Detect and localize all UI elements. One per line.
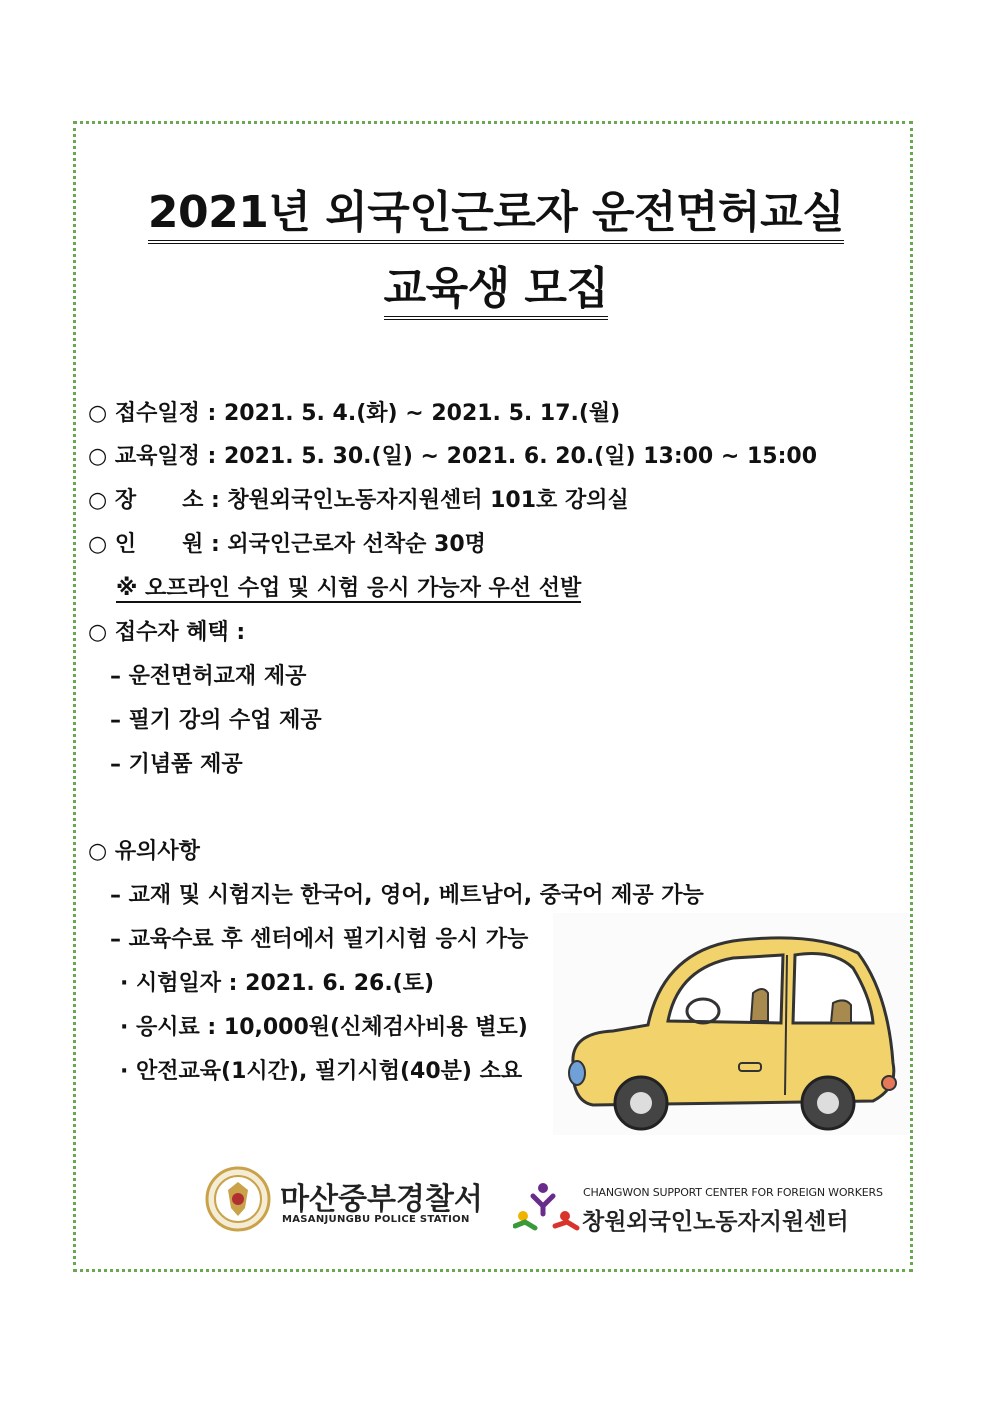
- benefits-heading: ○ 접수자 혜택 :: [88, 620, 246, 645]
- page-title: 2021년 외국인근로자 운전면허교실: [0, 176, 992, 240]
- note-item: – 교육수료 후 센터에서 필기시험 응시 가능: [110, 927, 529, 952]
- note-detail: · 응시료 : 10,000원(신체검사비용 별도): [120, 1015, 528, 1040]
- note-item: – 교재 및 시험지는 한국어, 영어, 베트남어, 중국어 제공 가능: [110, 883, 704, 908]
- people-info: ○ 인 원 : 외국인근로자 선착순 30명: [88, 532, 486, 557]
- reception-schedule: ○ 접수일정 : 2021. 5. 4.(화) ~ 2021. 5. 17.(월): [88, 401, 621, 426]
- center-subtitle: CHANGWON SUPPORT CENTER FOR FOREIGN WORKERS: [583, 1186, 883, 1199]
- benefit-item: – 운전면허교재 제공: [110, 664, 307, 689]
- priority-note: ※ 오프라인 수업 및 시험 응시 가능자 우선 선발: [116, 576, 582, 601]
- note-detail: · 시험일자 : 2021. 6. 26.(토): [120, 971, 435, 996]
- police-station-name: 마산중부경찰서: [280, 1182, 483, 1217]
- page-subtitle: 교육생 모집: [0, 252, 992, 316]
- note-detail: · 안전교육(1시간), 필기시험(40분) 소요: [120, 1059, 523, 1084]
- car-illustration: [553, 913, 910, 1135]
- police-station-subtitle: MASANJUNGBU POLICE STATION: [282, 1214, 470, 1225]
- education-schedule: ○ 교육일정 : 2021. 5. 30.(일) ~ 2021. 6. 20.(일) 13:00 ~ 15:00: [88, 444, 818, 469]
- notes-heading: ○ 유의사항: [88, 839, 200, 864]
- place-info: ○ 장 소 : 창원외국인노동자지원센터 101호 강의실: [88, 488, 629, 513]
- benefit-item: – 기념품 제공: [110, 752, 243, 777]
- center-logo-icon: [513, 1182, 581, 1236]
- benefit-item: – 필기 강의 수업 제공: [110, 708, 322, 733]
- center-name: 창원외국인노동자지원센터: [582, 1209, 849, 1235]
